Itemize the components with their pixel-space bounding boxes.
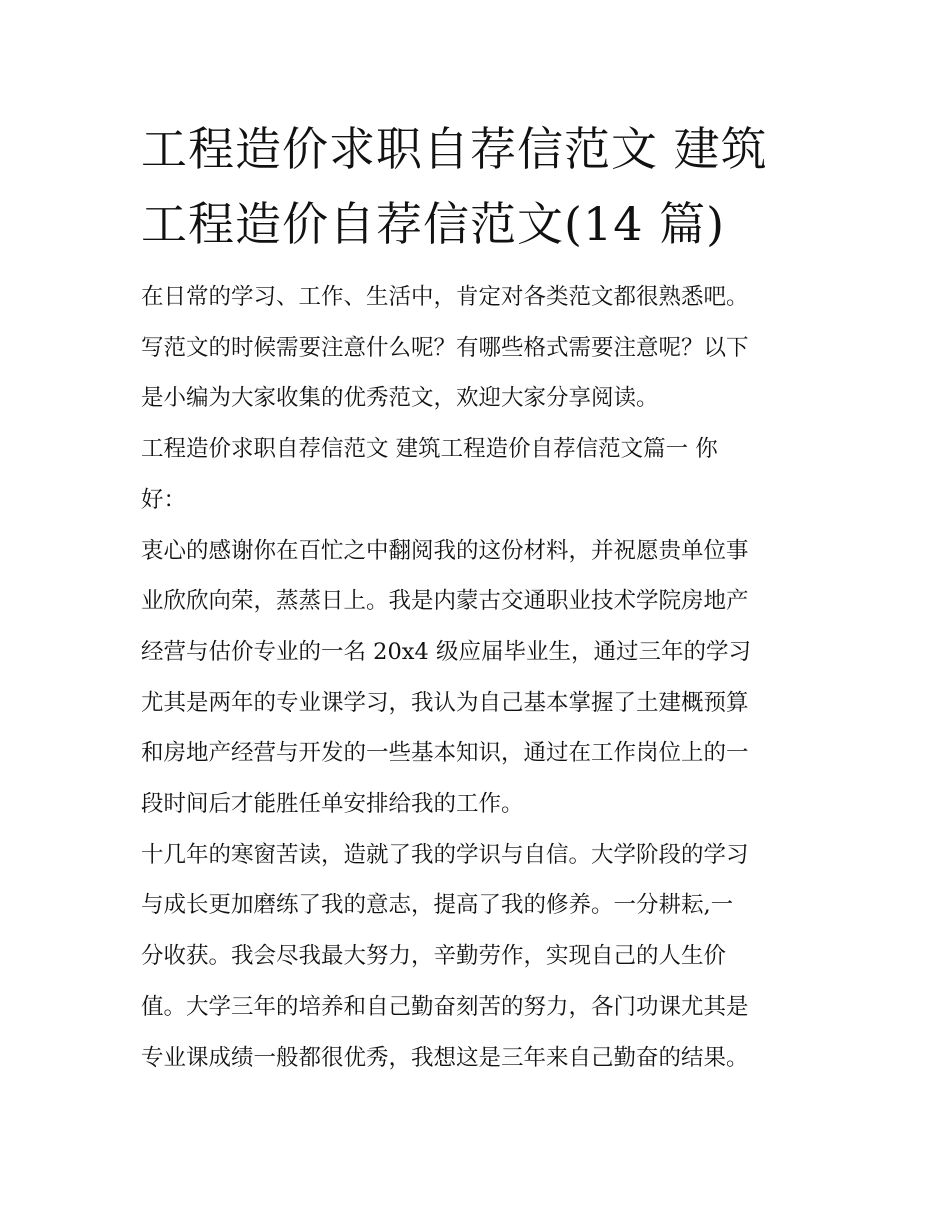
text-line: 工程造价求职自荐信范文 建筑工程造价自荐信范文篇一 你 <box>141 436 718 463</box>
paragraph-intro <box>141 272 821 424</box>
paragraph-body-1 <box>141 526 821 830</box>
text-line: 十几年的寒窗苦读，造就了我的学识与自信。大学阶段的学习 <box>141 841 749 868</box>
document-body <box>141 272 821 1083</box>
paragraph-body-2 <box>141 830 821 1084</box>
text-line: 值。大学三年的培养和自己勤奋刻苦的努力，各门功课尤其是 <box>141 993 749 1020</box>
paragraph-heading <box>141 424 821 525</box>
text-line: 写范文的时候需要注意什么呢？有哪些格式需要注意呢？以下 <box>141 334 749 361</box>
text-line: 和房地产经营与开发的一些基本知识，通过在工作岗位上的一 <box>141 740 749 767</box>
text-line: 段时间后才能胜任单安排给我的工作。 <box>141 791 524 818</box>
text-line: 好： <box>141 486 187 513</box>
text-line: 分收获。我会尽我最大努力，辛勤劳作，实现自己的人生价 <box>141 943 727 970</box>
text-line: 专业课成绩一般都很优秀，我想这是三年来自己勤奋的结果。 <box>141 1044 749 1071</box>
text-line: 尤其是两年的专业课学习，我认为自己基本掌握了土建概预算 <box>141 689 749 716</box>
text-line: 经营与估价专业的一名 20x4 级应届毕业生，通过三年的学习 <box>141 638 751 665</box>
text-line: 是小编为大家收集的优秀范文，欢迎大家分享阅读。 <box>141 385 659 412</box>
text-line: 衷心的感谢你在百忙之中翻阅我的这份材料，并祝愿贵单位事 <box>141 537 749 564</box>
text-line: 在日常的学习、工作、生活中，肯定对各类范文都很熟悉吧。 <box>141 284 749 310</box>
title-line: 工程造价求职自荐信范文 建筑 <box>141 122 768 176</box>
text-line: 与成长更加磨练了我的意志，提高了我的修养。一分耕耘,一 <box>141 892 734 919</box>
text-line: 业欣欣向荣，蒸蒸日上。我是内蒙古交通职业技术学院房地产 <box>141 588 749 615</box>
document-title <box>141 112 821 262</box>
title-line: 工程造价自荐信范文(14 篇) <box>141 197 726 251</box>
